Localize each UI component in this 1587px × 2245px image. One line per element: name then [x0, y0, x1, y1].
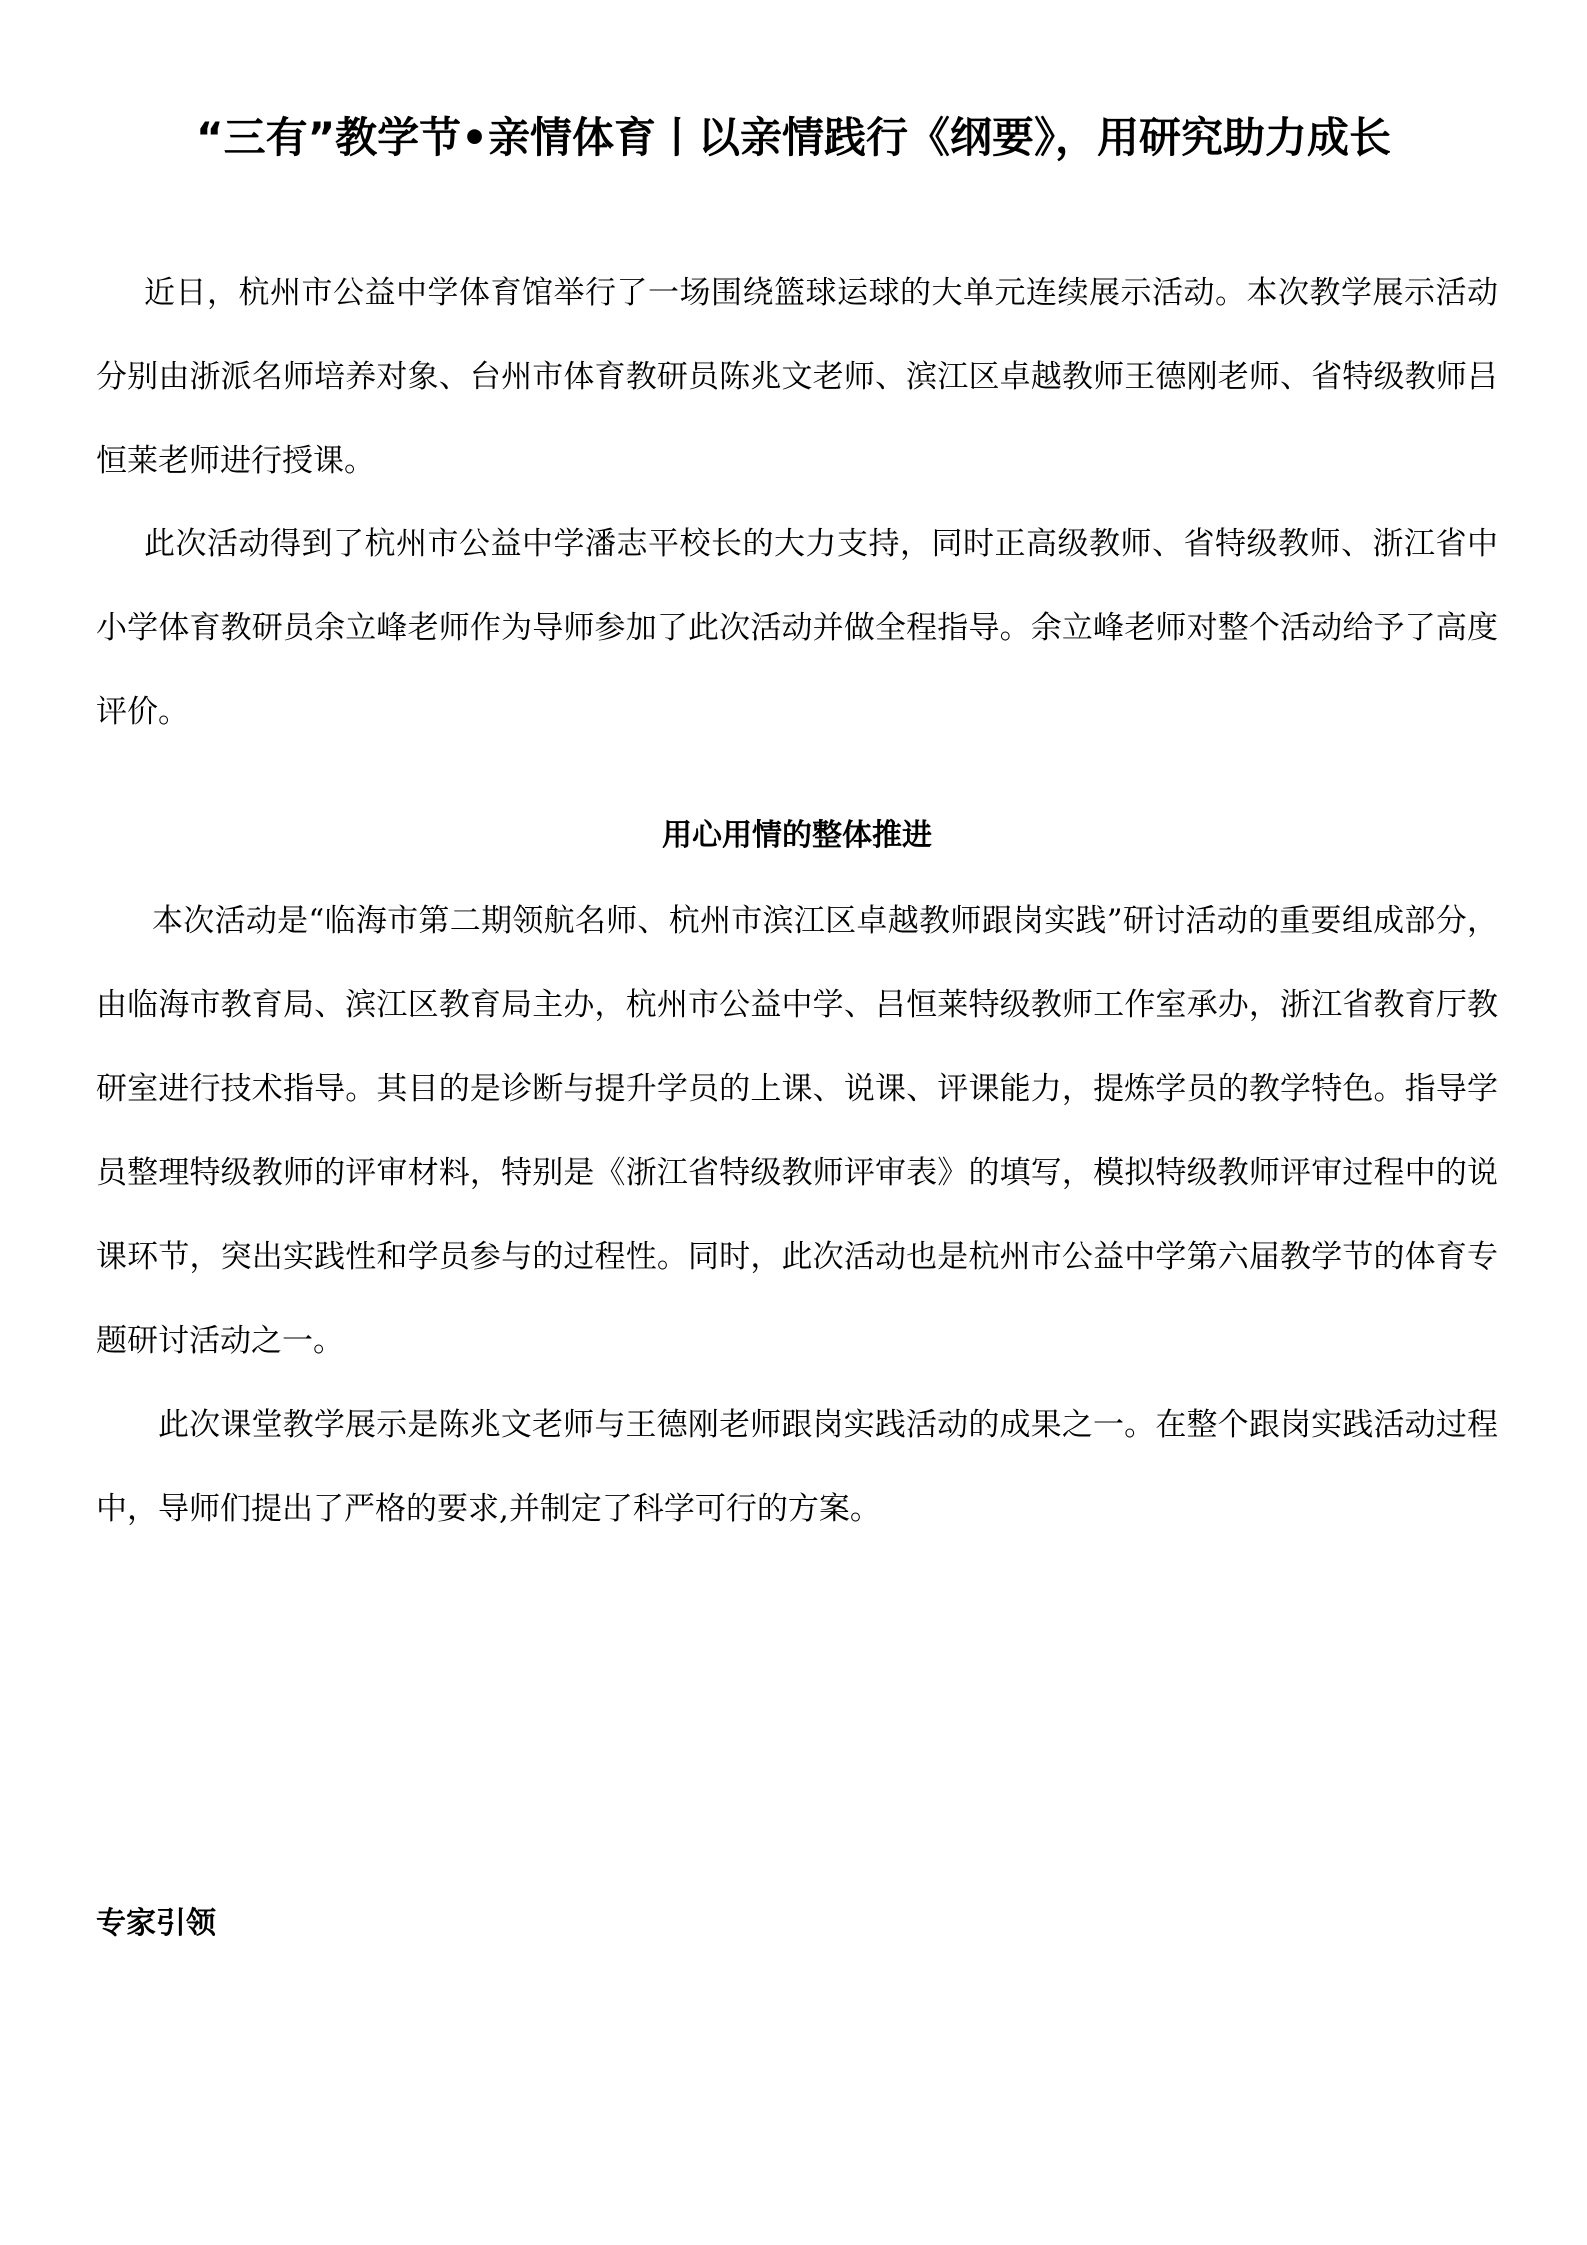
intro-paragraph: 近日，杭州市公益中学体育馆举行了一场围绕篮球运球的大单元连续展示活动。本次教学展示活动分别由浙派名师培养对象、台州市体育教研员陈兆文老师、滨江区卓越教师王德刚老师、省特级教师吕恒莱老师进行授课。 — [96, 275, 1498, 479]
article-title: “三有”教学节•亲情体育丨以亲情践行《纲要》，用研究助力成长 — [195, 113, 1392, 162]
expert-guidance-heading: 专家引领 — [96, 1906, 216, 1941]
support-paragraph: 此次活动得到了杭州市公益中学潘志平校长的大力支持，同时正高级教师、省特级教师、浙江省中小学体育教研员余立峰老师作为导师参加了此次活动并做全程指导。余立峰老师对整个活动给予了高度评价。 — [96, 526, 1498, 730]
activity-paragraph: 本次活动是“临海市第二期领航名师、杭州市滨江区卓越教师跟岗实践”研讨活动的重要组成部分，由临海市教育局、滨江区教育局主办，杭州市公益中学、吕恒莱特级教师工作室承办，浙江省教育厅教研室进行技术指导。其目的是诊断与提升学员的上课、说课、评课能力，提炼学员的教学特色。指导学员整理特级教师的评审材料，特别是《浙江省特级教师评审表》的填写，模拟特级教师评审过程中的说课环节，突出实践性和学员参与的过程性。同时，此次活动也是杭州市公益中学第六届教学节的体育专题研讨活动之一。 — [96, 903, 1498, 1359]
section-heading: 用心用情的整体推进 — [662, 818, 932, 853]
showcase-paragraph: 此次课堂教学展示是陈兆文老师与王德刚老师跟岗实践活动的成果之一。在整个跟岗实践活动过程中，导师们提出了严格的要求,并制定了科学可行的方案。 — [96, 1407, 1498, 1527]
